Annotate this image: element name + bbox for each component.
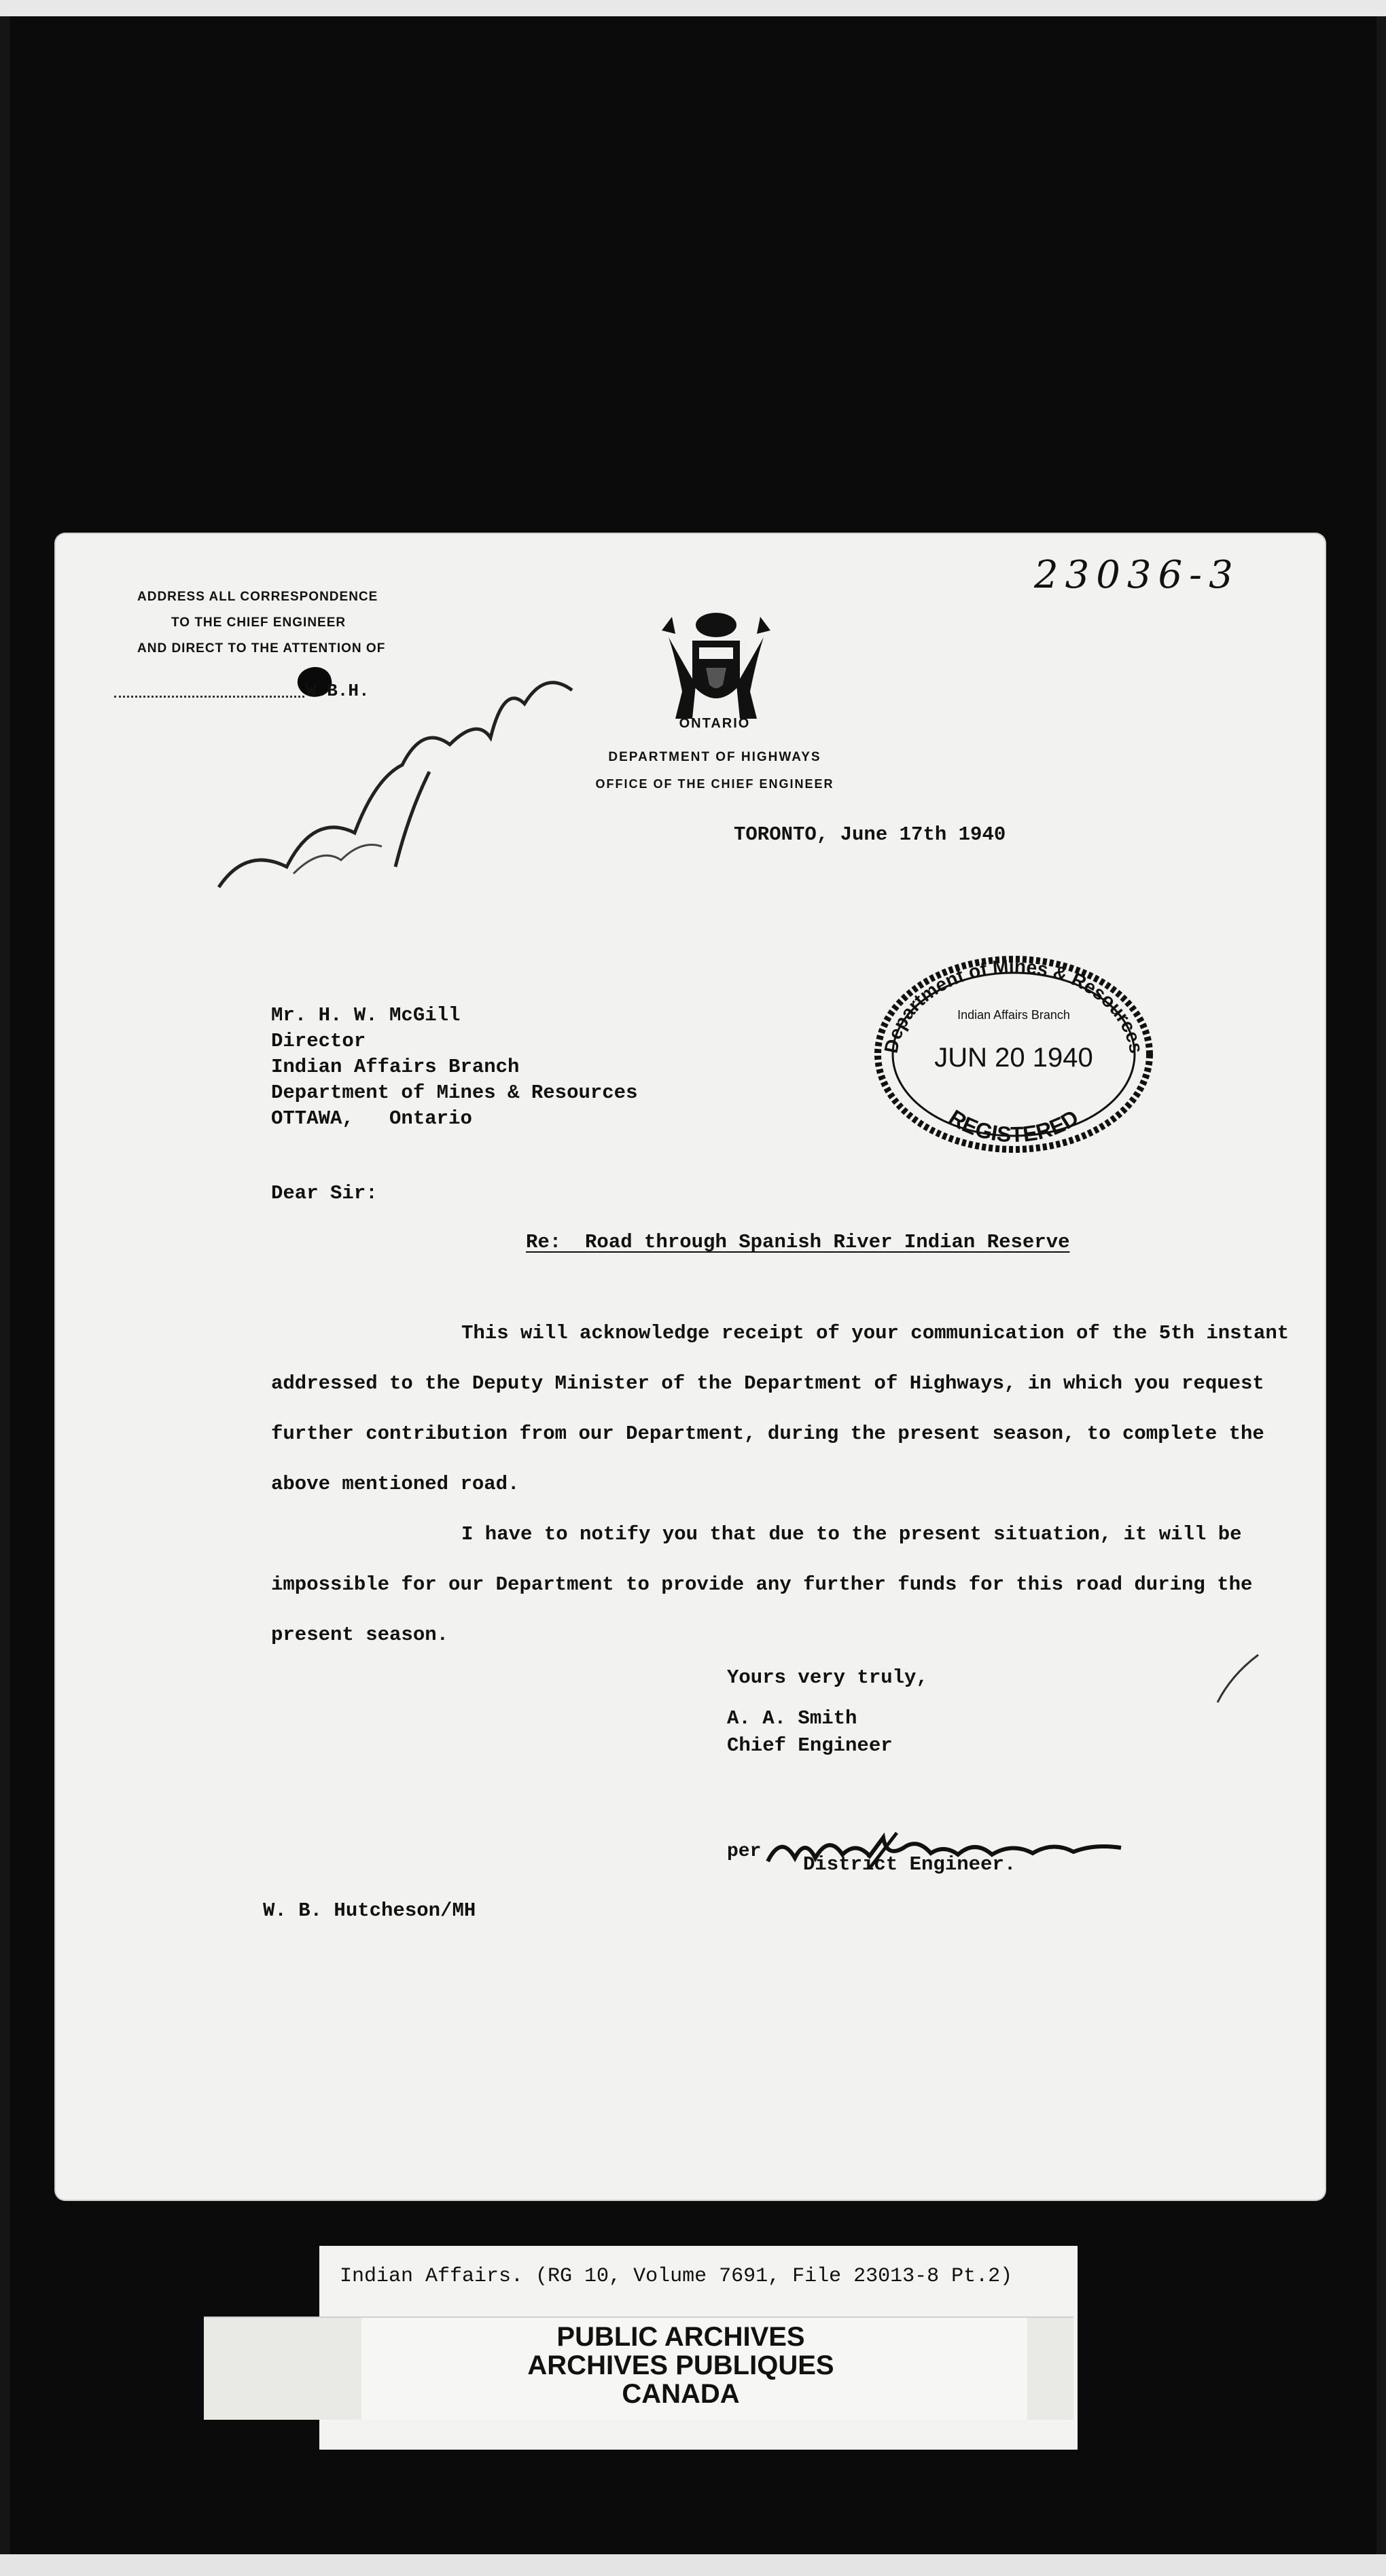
recipient-line: OTTAWA, Ontario [271, 1107, 472, 1130]
handwritten-marginal-note [205, 643, 586, 901]
attention-initials: W.B.H. [306, 681, 370, 701]
file-number-annotation: 23036-3 [1034, 553, 1240, 597]
archive-reference: Indian Affairs. (RG 10, Volume 7691, File 23013-8 Pt.2) [340, 2265, 1013, 2288]
signatory-title: Chief Engineer [727, 1734, 893, 1757]
valediction: Yours very truly, [727, 1666, 928, 1689]
archive-name-fr: ARCHIVES PUBLIQUES [527, 2350, 834, 2380]
letterhead-office: OFFICE OF THE CHIEF ENGINEER [595, 777, 834, 791]
stamp-inner-text: Indian Affairs Branch [957, 1008, 1070, 1022]
film-bottom-band [0, 2554, 1386, 2576]
typist-reference: W. B. Hutcheson/MH [263, 1899, 476, 1922]
recipient-line: Indian Affairs Branch [271, 1056, 520, 1078]
salutation: Dear Sir: [271, 1182, 378, 1204]
body-paragraph: This will acknowledge receipt of your communication of the 5th instant addressed to the Deputy Minister of the Department of Highways, in which you request further contribution from our Department, during the present season, to complete the above mentioned road. [271, 1322, 1290, 1495]
signatory-name: A. A. Smith [727, 1707, 857, 1730]
recipient-line: Mr. H. W. McGill [271, 1004, 461, 1026]
district-engineer-title: District Engineer. [803, 1853, 1016, 1876]
film-left-edge [0, 16, 10, 2554]
letter-page [56, 534, 1325, 2200]
letterhead-address-line: AND DIRECT TO THE ATTENTION OF [137, 641, 386, 656]
per-word: per [727, 1841, 762, 1862]
recipient-address [271, 1003, 638, 1132]
archive-name-en: PUBLIC ARCHIVES [556, 2322, 805, 2352]
stamp-arc-text: Department of Mines & Resources [880, 955, 1148, 1055]
letter-date: TORONTO, June 17th 1940 [734, 823, 1006, 846]
letterhead-department: DEPARTMENT OF HIGHWAYS [608, 750, 821, 764]
ontario-coat-of-arms-icon [655, 610, 777, 726]
letterhead-address-line: ADDRESS ALL CORRESPONDENCE [137, 590, 378, 604]
film-top-band [0, 0, 1386, 16]
stamp-status: REGISTERED [944, 1105, 1083, 1147]
letter-body [271, 1308, 1304, 1660]
subject-line: Re: Road through Spanish River Indian Reserve [526, 1231, 1070, 1253]
letterhead-address-line: TO THE CHIEF ENGINEER [171, 615, 346, 630]
body-paragraph: I have to notify you that due to the present situation, it will be impossible for our Department to provide any further funds for this road during the present season. [271, 1523, 1253, 1646]
archive-label [319, 2246, 1078, 2450]
archive-stamp-strip [204, 2316, 1073, 2420]
recipient-line: Director [271, 1030, 366, 1052]
margin-tick-mark [1211, 1648, 1265, 1709]
recipient-line: Department of Mines & Resources [271, 1081, 638, 1104]
film-right-edge [1376, 16, 1386, 2554]
closing-block [727, 1664, 928, 1759]
svg-text:Department of Mines & Resource [881, 956, 1148, 1055]
archive-country: CANADA [622, 2379, 740, 2409]
stamp-date: JUN 20 1940 [934, 1043, 1093, 1073]
archive-stamp [361, 2318, 1027, 2420]
registered-date-stamp [870, 946, 1158, 1156]
letterhead-province: ONTARIO [679, 716, 751, 731]
